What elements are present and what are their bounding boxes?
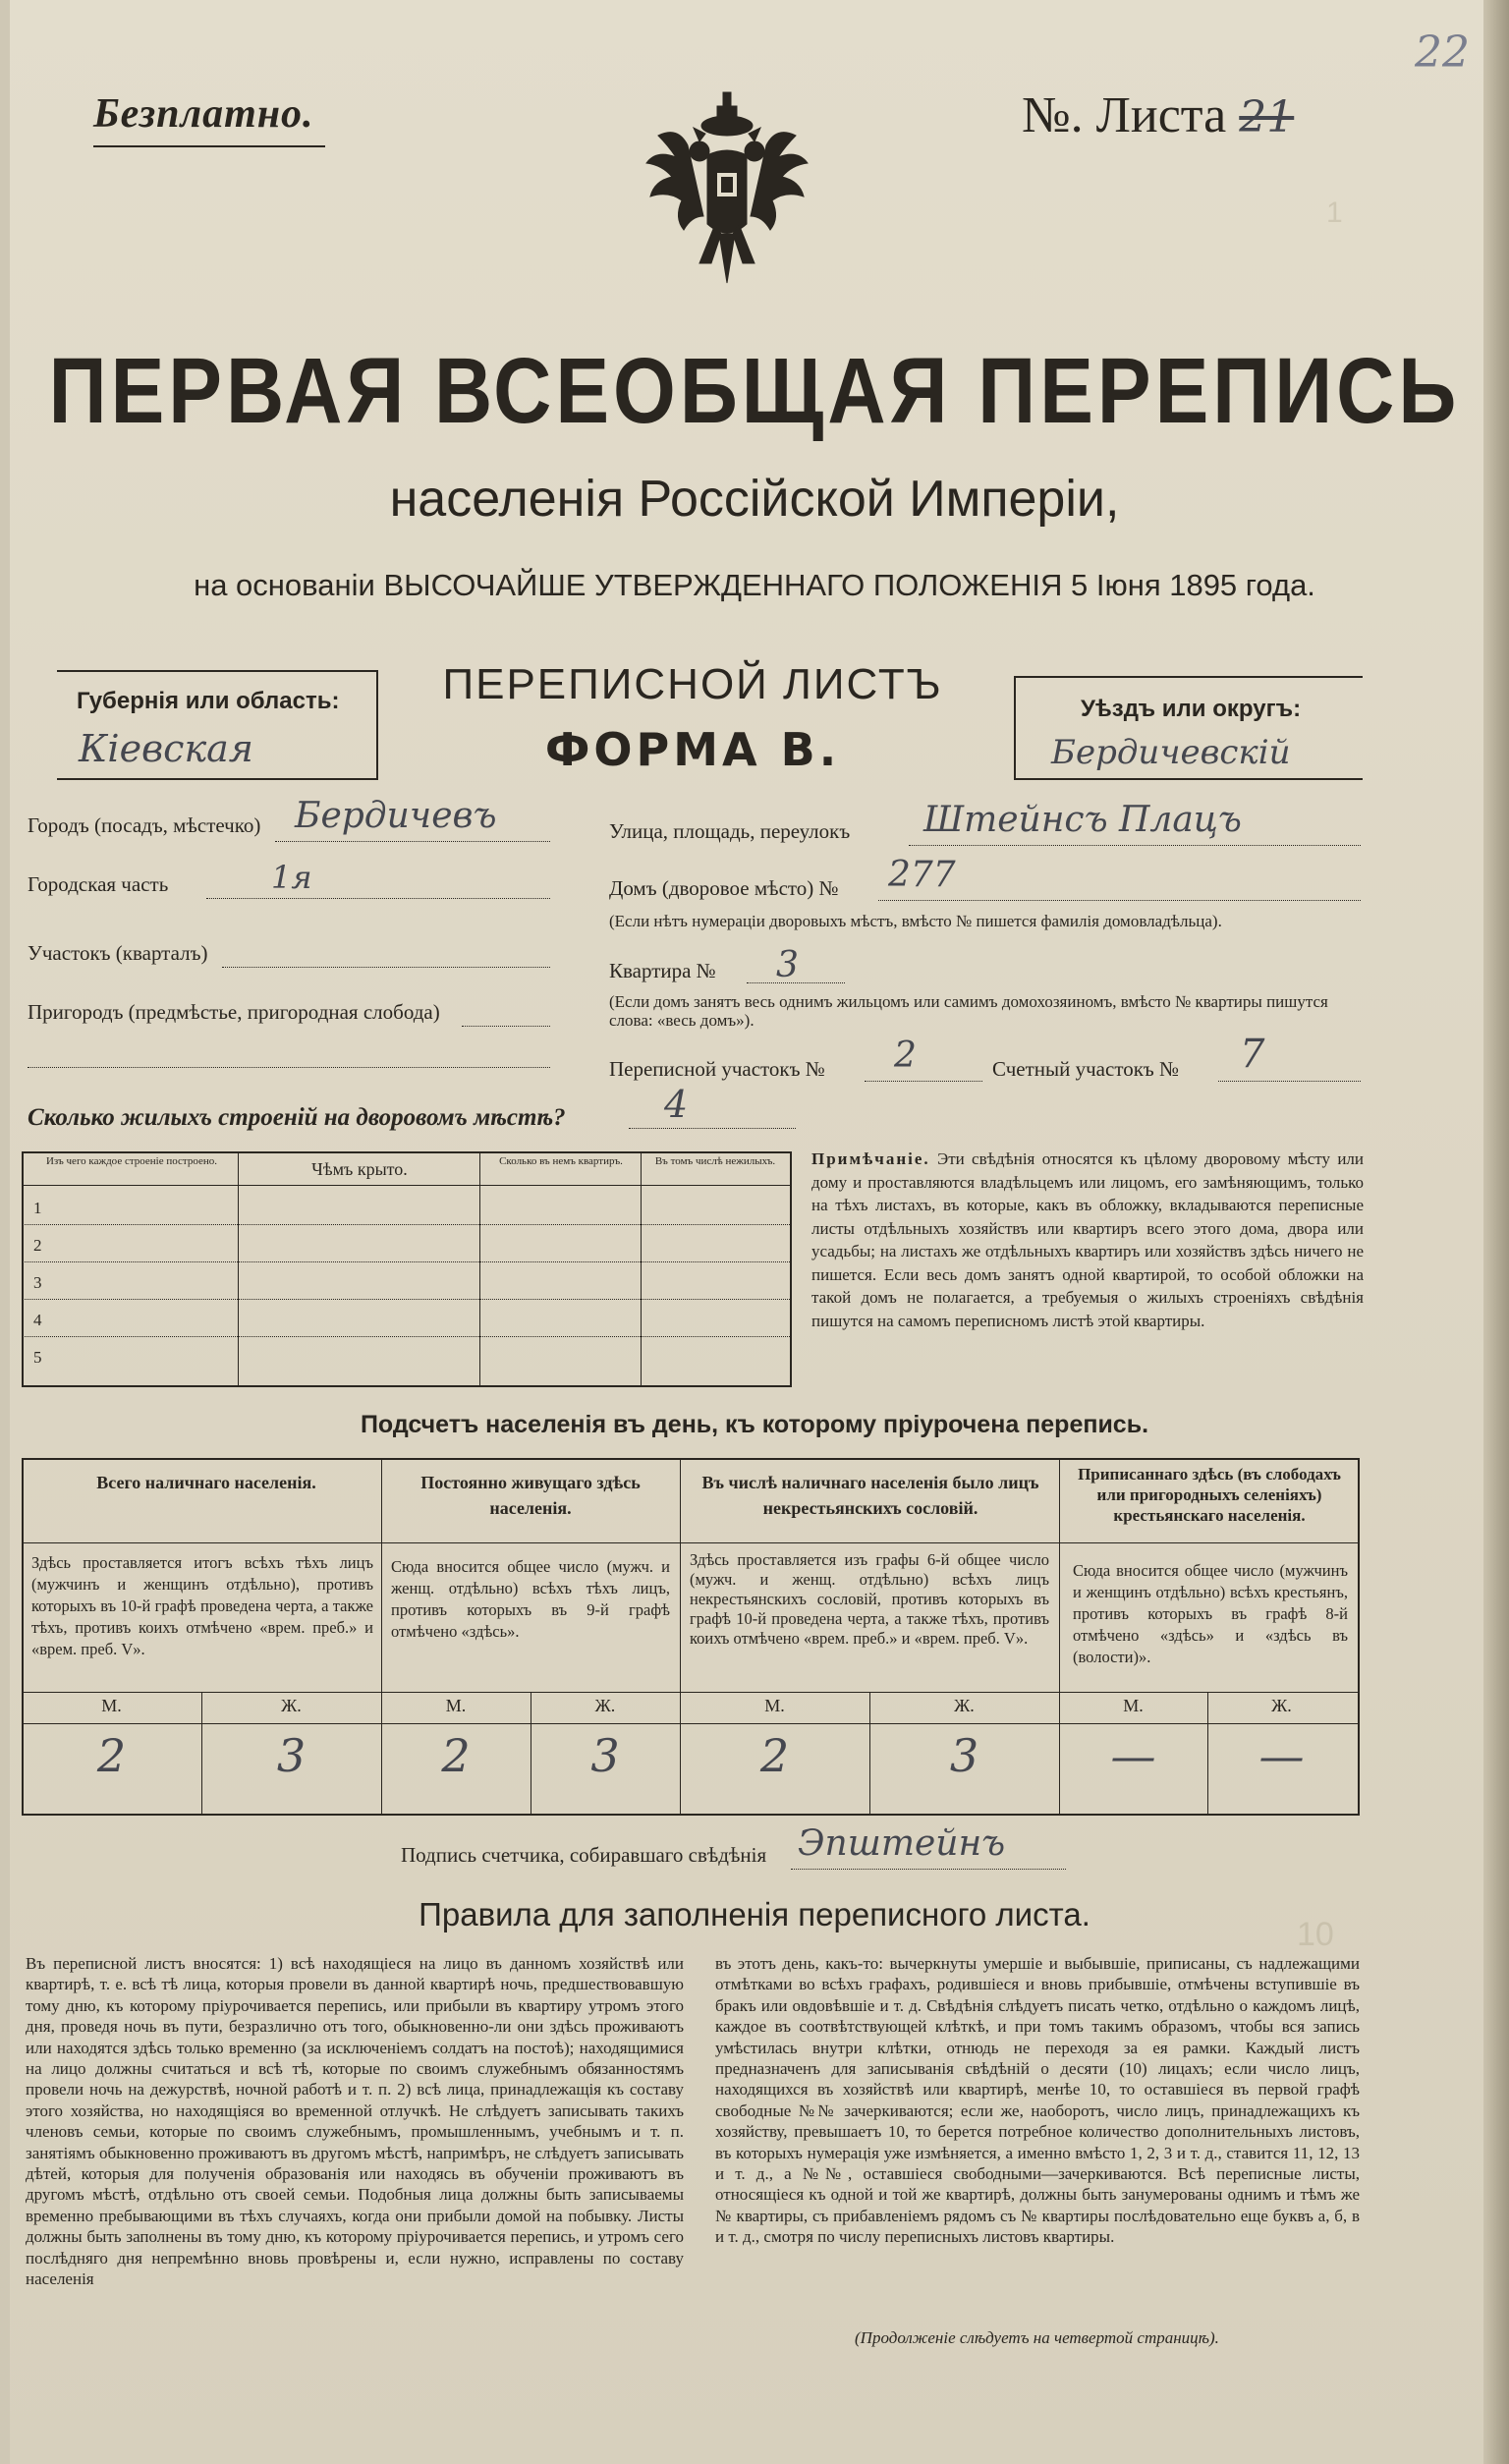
apartment-line bbox=[747, 982, 845, 983]
imperial-eagle-icon bbox=[639, 86, 815, 312]
apartment-note: (Если домъ занятъ весь однимъ жильцомъ или самимъ домохозяиномъ, вмѣсто № квартиры пишутся слова: «весь домъ»). bbox=[609, 992, 1328, 1030]
rules-left-column: Въ переписной листъ вносятся: 1) всѣ находящіеся на лицо въ данномъ хозяйствѣ или квартирѣ, т. е. всѣ тѣ лица, которыя провели въ данной квартирѣ ночь, предшествовавшую тому дню, къ которому пріурочивается перепись, или прибыли въ квартиру утромъ этого дня, проведя ночь въ пути, безразлично отъ того, обыкновенно-ли они здѣсь проживаютъ или находятся здѣсь только временно (за исключеніемъ солдатъ на постоѣ); находящимися на лицо должны считаться и всѣ тѣ, которые по своимъ служебнымъ обязанностямъ провели ночь на дежурствѣ, ночной работѣ и т. п. 2) всѣ лица, принадлежащія къ составу этого хозяйства, но находящіяся во временной отлучкѣ. Не слѣдуетъ записывать такихъ членовъ семьи, которые по своимъ служебнымъ, промышленнымъ, учебнымъ и т. п. занятіямъ обыкновенно проживаютъ въ другомъ мѣстѣ, напримѣръ, не слѣдуетъ записывать дѣтей, которыя для полученія образованія или находясь въ обученіи проживаютъ въ другомъ мѣстѣ, отдѣльно отъ своей семьи. Подобныя лица должны быть записываемы временно пребывающими въ тѣхъ случаяхъ, когда они прибыли домой на побывку. Листы должны быть заполнены въ тому дню, къ которому пріурочивается перепись, и утромъ сего послѣдняго дня непремѣнно вновь провѣрены и, если нужно, исправлены по составу населенія bbox=[26, 1954, 684, 2289]
population-col-text: Сюда вносится общее число (мужч. и женщ. отдѣльно) всѣхъ тѣхъ лицъ, противъ которыхъ въ 9-й графѣ отмѣчено «здѣсь». bbox=[391, 1557, 670, 1641]
city-label: Городъ (посадъ, мѣстечко) bbox=[28, 813, 261, 837]
city-part-line bbox=[206, 898, 550, 899]
population-f-value: 3 bbox=[590, 1729, 620, 1782]
buildings-answer: 4 bbox=[664, 1083, 689, 1126]
population-f-label: Ж. bbox=[281, 1696, 302, 1715]
population-m-label: М. bbox=[445, 1696, 467, 1715]
buildings-col-divider bbox=[641, 1151, 642, 1385]
buildings-row-line bbox=[22, 1336, 790, 1337]
census-district-line bbox=[865, 1081, 982, 1082]
population-col-header: Постоянно живущаго здѣсь населенія. bbox=[420, 1473, 641, 1518]
count-district-value: 7 bbox=[1240, 1032, 1265, 1077]
population-m-value: 2 bbox=[441, 1729, 471, 1782]
population-m-label: М. bbox=[1123, 1696, 1144, 1715]
uezd-value: Бердичевскій bbox=[1051, 733, 1291, 772]
buildings-header-line bbox=[22, 1185, 790, 1186]
buildings-col-header: Чѣмъ крыто. bbox=[311, 1159, 408, 1179]
buildings-col-divider bbox=[238, 1151, 239, 1385]
sheet-number-value: 21 bbox=[1239, 92, 1295, 142]
signature-value: Эпштейнъ bbox=[798, 1823, 1006, 1864]
buildings-row-line bbox=[22, 1299, 790, 1300]
census-district-value: 2 bbox=[894, 1036, 917, 1076]
house-value: 277 bbox=[888, 855, 956, 895]
population-col-header: Приписаннаго здѣсь (въ слободахъ или пригородныхъ селеніяхъ) крестьянскаго населенія. bbox=[1078, 1465, 1341, 1525]
population-m-value: — bbox=[1110, 1729, 1156, 1782]
note-text: Эти свѣдѣнія относятся къ цѣлому дворовому мѣсту или дому и проставляются владѣльцемъ или лицомъ, его замѣняющимъ, только на тѣхъ листахъ, въ которые, какъ въ обложку, вкладываются переписные листы отдѣльныхъ хозяйствъ или квартиръ всего этого дома, двора или усадьбы; на листахъ же отдѣльныхъ квартиръ или хозяйствъ здѣсь ничего не пишется. Если весь домъ занятъ одной квартирой, то особой обложки на такой домъ не полагается, а требуемыя о жилыхъ строеніяхъ свѣдѣнія пишутся на самомъ переписномъ листѣ этой квартиры. bbox=[811, 1149, 1364, 1330]
population-m-value: 2 bbox=[96, 1729, 127, 1782]
house-line bbox=[878, 900, 1361, 901]
buildings-col-header: Сколько въ немъ квартиръ. bbox=[499, 1155, 623, 1167]
population-col-text: Сюда вносится общее число (мужчинъ и женщинъ отдѣльно) всѣхъ крестьянъ, противъ которыхъ въ графѣ 8-й отмѣчено «здѣсь» и «здѣсь въ (волости)». bbox=[1073, 1561, 1348, 1666]
sheet-number bbox=[1022, 86, 1294, 144]
rules-continued: (Продолженіе слѣдуетъ на четвертой страницѣ). bbox=[855, 2328, 1219, 2347]
population-m-label: М. bbox=[101, 1696, 122, 1715]
street-line bbox=[909, 845, 1361, 846]
buildings-col-header: Изъ чего каждое строеніе построено. bbox=[45, 1155, 218, 1167]
apartment-label: Квартира № bbox=[609, 959, 716, 982]
district-label: Участокъ (кварталъ) bbox=[28, 941, 208, 965]
buildings-answer-line bbox=[629, 1128, 796, 1129]
city-value: Бердичевъ bbox=[295, 796, 497, 836]
uezd-box-bottom bbox=[1014, 778, 1363, 780]
free-label: Безплатно. bbox=[93, 91, 314, 137]
gubernia-box-side bbox=[376, 670, 378, 778]
census-district-label: Переписной участокъ № bbox=[609, 1057, 825, 1081]
population-header-line bbox=[22, 1542, 1358, 1543]
gubernia-box-top bbox=[57, 670, 376, 672]
bleed-number: 10 bbox=[1297, 1916, 1334, 1953]
population-col-header: Всего наличнаго населенія. bbox=[96, 1473, 316, 1492]
population-f-label: Ж. bbox=[1271, 1696, 1292, 1715]
population-title: Подсчетъ населенія въ день, къ которому пріурочена перепись. bbox=[360, 1411, 1149, 1438]
house-label: Домъ (дворовое мѣсто) № bbox=[609, 876, 839, 900]
suburb-line-2 bbox=[28, 1067, 550, 1068]
buildings-row-line bbox=[22, 1224, 790, 1225]
population-col-text: Здѣсь проставляется изъ графы 6-й общее число (мужч. и женщ. отдѣльно) всѣхъ лицъ некрестьянскихъ сословій, противъ которыхъ въ графѣ 10-й проведена черта, а также тѣхъ, противъ коихъ отмѣчено «врем. преб.» и «врем. преб. V». bbox=[690, 1550, 1049, 1648]
buildings-question: Сколько жилыхъ строеній на дворовомъ мѣстѣ? bbox=[28, 1104, 566, 1131]
archive-mark: 22 bbox=[1415, 28, 1470, 78]
form-label: ФОРМА В. bbox=[544, 723, 841, 776]
signature-label: Подпись счетчика, собиравшаго свѣдѣнія bbox=[401, 1843, 767, 1867]
gubernia-value: Кіевская bbox=[79, 727, 253, 770]
note-block bbox=[811, 1148, 1364, 1332]
uezd-label: Уѣздъ или округъ: bbox=[1081, 696, 1302, 722]
signature-line bbox=[791, 1869, 1066, 1870]
buildings-col-header: Въ томъ числѣ нежилыхъ. bbox=[654, 1155, 776, 1167]
city-part-value: 1я bbox=[271, 859, 312, 896]
population-m-label: М. bbox=[764, 1696, 785, 1715]
suburb-label: Пригородъ (предмѣстье, пригородная слобода) bbox=[28, 1000, 440, 1024]
rules-right-column: въ этотъ день, какъ-то: вычеркнуты умершіе и выбывшіе, приписаны, съ надлежащими отмѣтками во всѣхъ графахъ, родившіеся и вновь прибывшіе, отмѣчены вступившіе въ бракъ или овдовѣвшіе и т. д. Свѣдѣнія слѣдуетъ писать четко, отдѣльно о каждомъ лицѣ, каждое въ соотвѣтствующей клѣткѣ, и при томъ такимъ образомъ, чтобы вся запись умѣстилась внутри клѣтки, отнюдь не переходя за ея рамки. Каждый листъ предназначенъ для записыванія свѣдѣній о десяти (10) лицахъ; если число лицъ, находящихся въ хозяйствѣ или квартирѣ, менѣе 10, то оставшіеся въ первой графѣ свободные №№ зачеркиваются; если же, наоборотъ, число лицъ, принадлежащихъ къ хозяйству, превышаетъ 10, то берется потребное количество дополнительныхъ листовъ, въ которыхъ нумерація уже измѣняется, а именно вмѣсто 1, 2, 3 и т. д., ставится 11, 12, 13 и т. д., а №№, оставшіеся свободными—зачеркиваются. Всѣ переписные листы, относящіеся къ одной и той же квартирѣ, должны быть занумерованы однимъ и тѣмъ же № квартиры, съ прибавленіемъ рядомъ съ № квартиры послѣдовательно еще буквъ а, б, в и т. д., смотря по числу переписныхъ листовъ квартиры. bbox=[715, 1954, 1360, 2247]
main-title: ПЕРВАЯ ВСЕОБЩАЯ ПЕРЕПИСЬ bbox=[48, 340, 1461, 443]
note-label: Примѣчаніе. bbox=[811, 1149, 930, 1168]
free-underline bbox=[93, 145, 325, 147]
house-note: (Если нѣтъ нумераціи дворовыхъ мѣстъ, вмѣсто № пишется фамилія домовладѣльца). bbox=[609, 912, 1222, 930]
rules-title: Правила для заполненія переписного листа. bbox=[419, 1896, 1090, 1932]
population-mf-line bbox=[22, 1723, 1358, 1724]
buildings-row-number: 1 bbox=[33, 1199, 42, 1217]
bleed-number: 1 bbox=[1326, 196, 1343, 229]
apartment-value: 3 bbox=[776, 945, 799, 985]
subtitle: населенія Россійской Имперіи, bbox=[389, 471, 1120, 528]
population-f-value: — bbox=[1258, 1729, 1305, 1782]
buildings-col-divider bbox=[479, 1151, 480, 1385]
street-label: Улица, площадь, переулокъ bbox=[609, 819, 851, 843]
uezd-box-side bbox=[1014, 676, 1016, 778]
buildings-row-line bbox=[22, 1261, 790, 1262]
gubernia-box-bottom bbox=[57, 778, 378, 780]
population-col-text: Здѣсь проставляется итогъ всѣхъ тѣхъ лицъ (мужчинъ и женщинъ отдѣльно), противъ которыхъ въ 10-й графѣ проведена черта, а также тѣхъ, противъ коихъ отмѣчено «врем. преб.» и «врем. преб. V». bbox=[31, 1553, 373, 1658]
buildings-table bbox=[22, 1151, 792, 1387]
population-text-line bbox=[22, 1692, 1358, 1693]
city-part-label: Городская часть bbox=[28, 872, 169, 896]
population-f-label: Ж. bbox=[954, 1696, 975, 1715]
population-f-value: 3 bbox=[949, 1729, 979, 1782]
count-district-line bbox=[1218, 1081, 1361, 1082]
suburb-line bbox=[462, 1026, 550, 1027]
gubernia-label: Губернія или область: bbox=[77, 688, 340, 714]
sheet-number-label: №. Листа bbox=[1022, 87, 1227, 143]
buildings-row-number: 3 bbox=[33, 1273, 42, 1292]
count-district-label: Счетный участокъ № bbox=[992, 1057, 1180, 1081]
buildings-row-number: 2 bbox=[33, 1236, 42, 1255]
buildings-row-number: 5 bbox=[33, 1348, 42, 1367]
basis-line: на основаніи ВЫСОЧАЙШЕ УТВЕРЖДЕННАГО ПОЛОЖЕНІЯ 5 Іюня 1895 года. bbox=[194, 568, 1315, 602]
population-f-label: Ж. bbox=[594, 1696, 616, 1715]
uezd-box-top bbox=[1014, 676, 1363, 678]
population-f-value: 3 bbox=[276, 1729, 307, 1782]
district-line bbox=[222, 967, 550, 968]
population-m-value: 2 bbox=[759, 1729, 790, 1782]
form-heading: ПЕРЕПИСНОЙ ЛИСТЪ bbox=[442, 660, 943, 708]
buildings-row-number: 4 bbox=[33, 1311, 42, 1329]
street-value: Штейнсъ Плацъ bbox=[923, 800, 1242, 840]
population-col-header: Въ числѣ наличнаго населенія было лицъ некрестьянскихъ сословій. bbox=[701, 1473, 1039, 1518]
city-line bbox=[275, 841, 550, 842]
